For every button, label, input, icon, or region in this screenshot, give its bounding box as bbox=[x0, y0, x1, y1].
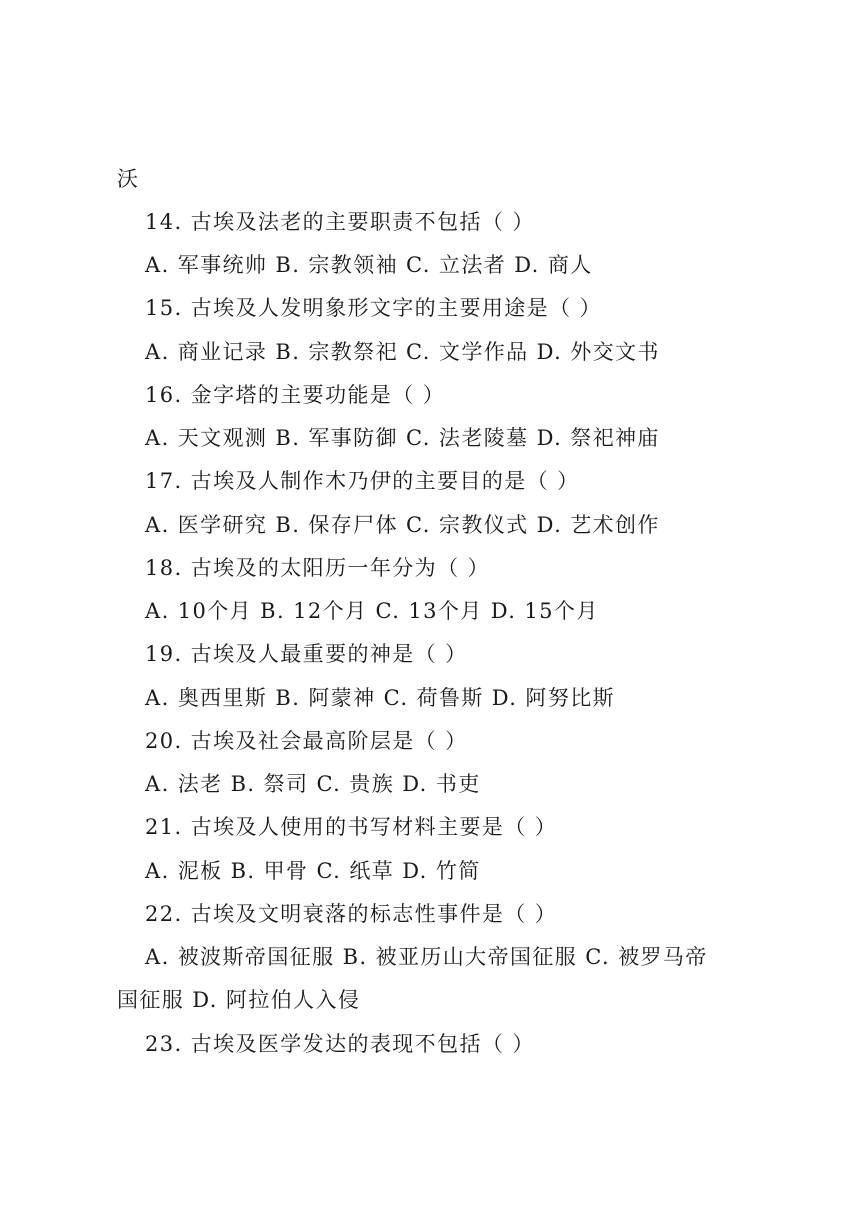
question-23: 23. 古埃及医学发达的表现不包括（ ） bbox=[145, 1032, 535, 1056]
question-22: 22. 古埃及文明衰落的标志性事件是（ ） bbox=[145, 902, 558, 926]
options-16: A. 天文观测 B. 军事防御 C. 法老陵墓 D. 祭祀神庙 bbox=[145, 426, 660, 450]
question-14: 14. 古埃及法老的主要职责不包括（ ） bbox=[145, 210, 535, 234]
options-18: A. 10个月 B. 12个月 C. 13个月 D. 15个月 bbox=[145, 599, 599, 623]
continuation-line: 沃 bbox=[117, 167, 140, 191]
options-17: A. 医学研究 B. 保存尸体 C. 宗教仪式 D. 艺术创作 bbox=[145, 513, 660, 537]
options-15: A. 商业记录 B. 宗教祭祀 C. 文学作品 D. 外交文书 bbox=[145, 340, 660, 364]
question-19: 19. 古埃及人最重要的神是（ ） bbox=[145, 642, 468, 666]
question-20: 20. 古埃及社会最高阶层是（ ） bbox=[145, 729, 468, 753]
question-21: 21. 古埃及人使用的书写材料主要是（ ） bbox=[145, 815, 558, 839]
options-22-continued: 国征服 D. 阿拉伯人入侵 bbox=[117, 988, 361, 1012]
options-14: A. 军事统帅 B. 宗教领袖 C. 立法者 D. 商人 bbox=[145, 253, 593, 277]
question-18: 18. 古埃及的太阳历一年分为（ ） bbox=[145, 556, 490, 580]
options-19: A. 奥西里斯 B. 阿蒙神 C. 荷鲁斯 D. 阿努比斯 bbox=[145, 686, 616, 710]
options-21: A. 泥板 B. 甲骨 C. 纸草 D. 竹简 bbox=[145, 859, 481, 883]
question-15: 15. 古埃及人发明象形文字的主要用途是（ ） bbox=[145, 296, 602, 320]
options-20: A. 法老 B. 祭司 C. 贵族 D. 书吏 bbox=[145, 772, 481, 796]
question-17: 17. 古埃及人制作木乃伊的主要目的是（ ） bbox=[145, 469, 580, 493]
options-22: A. 被波斯帝国征服 B. 被亚历山大帝国征服 C. 被罗马帝 bbox=[145, 945, 708, 969]
question-16: 16. 金字塔的主要功能是（ ） bbox=[145, 383, 446, 407]
